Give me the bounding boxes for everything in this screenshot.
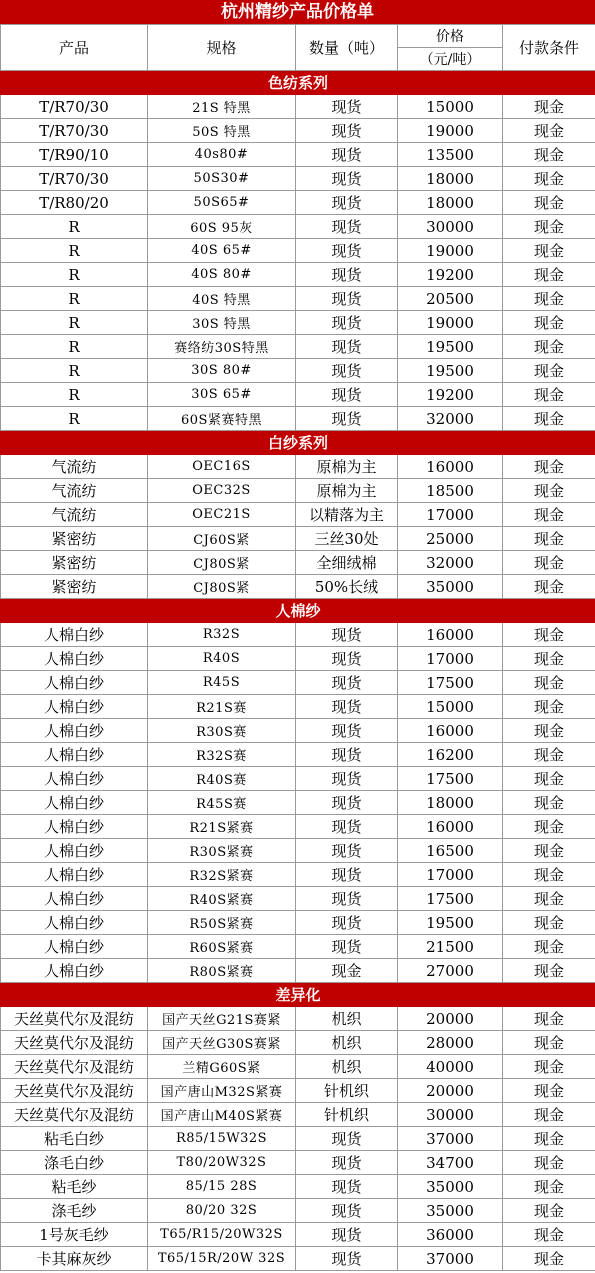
cell-payment: 现金 — [503, 959, 595, 983]
cell-spec: 50S30# — [148, 167, 296, 191]
cell-payment: 现金 — [503, 1247, 595, 1271]
cell-price: 30000 — [398, 215, 503, 239]
table-row — [1, 527, 595, 551]
table-row — [1, 1103, 595, 1127]
section-title: 色纺系列 — [1, 71, 595, 95]
cell-qty: 现货 — [296, 1151, 398, 1175]
cell-product: 紧密纺 — [1, 527, 148, 551]
cell-payment: 现金 — [503, 239, 595, 263]
cell-product: 涤毛白纱 — [1, 1151, 148, 1175]
cell-qty: 现货 — [296, 719, 398, 743]
cell-spec: 80/20 32S — [148, 1199, 296, 1223]
cell-product: R — [1, 407, 148, 431]
cell-product: 人棉白纱 — [1, 719, 148, 743]
table-row — [1, 671, 595, 695]
cell-product: 人棉白纱 — [1, 887, 148, 911]
cell-payment: 现金 — [503, 527, 595, 551]
cell-product: R — [1, 263, 148, 287]
cell-spec: 兰精G60S紧 — [148, 1055, 296, 1079]
cell-product: 天丝莫代尔及混纺 — [1, 1103, 148, 1127]
cell-qty: 现货 — [296, 1175, 398, 1199]
table-row — [1, 839, 595, 863]
table-row — [1, 287, 595, 311]
cell-spec: T80/20W32S — [148, 1151, 296, 1175]
cell-price: 16000 — [398, 719, 503, 743]
cell-product: 气流纺 — [1, 479, 148, 503]
cell-spec: R45S赛 — [148, 791, 296, 815]
cell-spec: 30S 特黑 — [148, 311, 296, 335]
table-row — [1, 407, 595, 431]
cell-product: 气流纺 — [1, 503, 148, 527]
cell-product: 紧密纺 — [1, 575, 148, 599]
cell-product: 涤毛纱 — [1, 1199, 148, 1223]
table-row — [1, 1223, 595, 1247]
cell-spec: R21S赛 — [148, 695, 296, 719]
cell-payment: 现金 — [503, 215, 595, 239]
cell-payment: 现金 — [503, 1223, 595, 1247]
cell-spec: OEC16S — [148, 455, 296, 479]
cell-payment: 现金 — [503, 1199, 595, 1223]
cell-payment: 现金 — [503, 1127, 595, 1151]
cell-spec: 国产天丝G30S赛紧 — [148, 1031, 296, 1055]
cell-price: 32000 — [398, 551, 503, 575]
table-row — [1, 143, 595, 167]
table-row — [1, 239, 595, 263]
cell-qty: 现货 — [296, 1247, 398, 1271]
cell-spec: R80S紧赛 — [148, 959, 296, 983]
cell-product: 人棉白纱 — [1, 695, 148, 719]
cell-price: 15000 — [398, 95, 503, 119]
cell-price: 19200 — [398, 263, 503, 287]
cell-qty: 机织 — [296, 1007, 398, 1031]
cell-qty: 现货 — [296, 911, 398, 935]
cell-price: 17000 — [398, 503, 503, 527]
cell-price: 16000 — [398, 815, 503, 839]
table-row — [1, 359, 595, 383]
header-qty: 数量（吨） — [296, 25, 398, 71]
header-product: 产品 — [1, 25, 148, 71]
cell-payment: 现金 — [503, 335, 595, 359]
cell-payment: 现金 — [503, 839, 595, 863]
cell-spec: T65/R15/20W32S — [148, 1223, 296, 1247]
cell-spec: R50S紧赛 — [148, 911, 296, 935]
cell-product: 天丝莫代尔及混纺 — [1, 1007, 148, 1031]
cell-spec: R40S赛 — [148, 767, 296, 791]
cell-price: 20000 — [398, 1007, 503, 1031]
cell-payment: 现金 — [503, 671, 595, 695]
cell-product: 人棉白纱 — [1, 671, 148, 695]
cell-spec: 30S 80# — [148, 359, 296, 383]
table-row — [1, 623, 595, 647]
cell-payment: 现金 — [503, 911, 595, 935]
table-row — [1, 719, 595, 743]
cell-product: 天丝莫代尔及混纺 — [1, 1055, 148, 1079]
cell-price: 18500 — [398, 479, 503, 503]
table-row — [1, 1055, 595, 1079]
table-row — [1, 695, 595, 719]
cell-qty: 现货 — [296, 623, 398, 647]
header-payment: 付款条件 — [503, 25, 595, 71]
cell-spec: OEC21S — [148, 503, 296, 527]
table-row — [1, 791, 595, 815]
price-table — [0, 24, 595, 1271]
cell-qty: 现货 — [296, 1223, 398, 1247]
cell-spec: R32S紧赛 — [148, 863, 296, 887]
cell-payment: 现金 — [503, 407, 595, 431]
cell-qty: 50%长绒 — [296, 575, 398, 599]
cell-spec: 50S 特黑 — [148, 119, 296, 143]
cell-spec: CJ80S紧 — [148, 575, 296, 599]
cell-payment: 现金 — [503, 1007, 595, 1031]
table-row — [1, 1079, 595, 1103]
cell-qty: 现货 — [296, 167, 398, 191]
cell-spec: 40s80# — [148, 143, 296, 167]
cell-payment: 现金 — [503, 287, 595, 311]
cell-product: R — [1, 359, 148, 383]
cell-qty: 现货 — [296, 311, 398, 335]
table-row — [1, 119, 595, 143]
table-row — [1, 455, 595, 479]
cell-spec: R85/15W32S — [148, 1127, 296, 1151]
cell-product: 人棉白纱 — [1, 743, 148, 767]
cell-qty: 现货 — [296, 767, 398, 791]
table-row — [1, 335, 595, 359]
cell-price: 17500 — [398, 671, 503, 695]
cell-price: 17000 — [398, 647, 503, 671]
cell-spec: 40S 80# — [148, 263, 296, 287]
sheet-title: 杭州精纱产品价格单 — [0, 0, 595, 24]
cell-spec: 40S 65# — [148, 239, 296, 263]
cell-qty: 现货 — [296, 1199, 398, 1223]
cell-product: R — [1, 287, 148, 311]
cell-product: 人棉白纱 — [1, 839, 148, 863]
cell-qty: 全细绒棉 — [296, 551, 398, 575]
cell-spec: 60S紧赛特黑 — [148, 407, 296, 431]
cell-qty: 现货 — [296, 935, 398, 959]
cell-payment: 现金 — [503, 863, 595, 887]
cell-spec: R21S紧赛 — [148, 815, 296, 839]
cell-qty: 现货 — [296, 191, 398, 215]
cell-spec: 50S65# — [148, 191, 296, 215]
cell-price: 17500 — [398, 887, 503, 911]
cell-payment: 现金 — [503, 647, 595, 671]
cell-qty: 以精落为主 — [296, 503, 398, 527]
cell-qty: 现货 — [296, 791, 398, 815]
section-title: 白纱系列 — [1, 431, 595, 455]
cell-qty: 现货 — [296, 743, 398, 767]
cell-price: 17500 — [398, 767, 503, 791]
cell-product: 天丝莫代尔及混纺 — [1, 1079, 148, 1103]
table-row — [1, 1175, 595, 1199]
cell-product: 人棉白纱 — [1, 791, 148, 815]
cell-qty: 现货 — [296, 359, 398, 383]
cell-price: 19500 — [398, 335, 503, 359]
cell-qty: 现货 — [296, 887, 398, 911]
cell-product: 气流纺 — [1, 455, 148, 479]
cell-qty: 现货 — [296, 671, 398, 695]
table-row — [1, 167, 595, 191]
table-row — [1, 191, 595, 215]
cell-product: 人棉白纱 — [1, 767, 148, 791]
cell-spec: 60S 95灰 — [148, 215, 296, 239]
cell-qty: 原棉为主 — [296, 455, 398, 479]
cell-product: R — [1, 239, 148, 263]
cell-spec: 85/15 28S — [148, 1175, 296, 1199]
cell-product: 粘毛白纱 — [1, 1127, 148, 1151]
cell-price: 16200 — [398, 743, 503, 767]
header-price-unit: （元/吨） — [398, 48, 503, 71]
cell-product: 天丝莫代尔及混纺 — [1, 1031, 148, 1055]
cell-price: 36000 — [398, 1223, 503, 1247]
cell-spec: CJ80S紧 — [148, 551, 296, 575]
cell-price: 34700 — [398, 1151, 503, 1175]
cell-qty: 现货 — [296, 695, 398, 719]
cell-product: 人棉白纱 — [1, 959, 148, 983]
cell-price: 37000 — [398, 1247, 503, 1271]
section-row — [1, 599, 595, 623]
cell-price: 17000 — [398, 863, 503, 887]
cell-spec: 40S 特黑 — [148, 287, 296, 311]
cell-spec: 国产天丝G21S赛紧 — [148, 1007, 296, 1031]
table-row — [1, 1151, 595, 1175]
cell-spec: 30S 65# — [148, 383, 296, 407]
table-row — [1, 911, 595, 935]
cell-product: 紧密纺 — [1, 551, 148, 575]
cell-spec: CJ60S紧 — [148, 527, 296, 551]
cell-payment: 现金 — [503, 383, 595, 407]
cell-qty: 现货 — [296, 839, 398, 863]
cell-payment: 现金 — [503, 623, 595, 647]
cell-qty: 针机织 — [296, 1079, 398, 1103]
cell-qty: 现货 — [296, 647, 398, 671]
cell-payment: 现金 — [503, 695, 595, 719]
cell-price: 18000 — [398, 191, 503, 215]
cell-product: 人棉白纱 — [1, 623, 148, 647]
cell-qty: 现货 — [296, 95, 398, 119]
section-row — [1, 431, 595, 455]
cell-payment: 现金 — [503, 95, 595, 119]
cell-payment: 现金 — [503, 743, 595, 767]
cell-spec: R32S — [148, 623, 296, 647]
cell-spec: R40S紧赛 — [148, 887, 296, 911]
cell-payment: 现金 — [503, 935, 595, 959]
cell-qty: 机织 — [296, 1031, 398, 1055]
cell-spec: OEC32S — [148, 479, 296, 503]
cell-price: 37000 — [398, 1127, 503, 1151]
table-row — [1, 647, 595, 671]
cell-price: 13500 — [398, 143, 503, 167]
cell-payment: 现金 — [503, 887, 595, 911]
cell-payment: 现金 — [503, 551, 595, 575]
cell-qty: 现货 — [296, 119, 398, 143]
cell-qty: 针机织 — [296, 1103, 398, 1127]
cell-product: 1号灰毛纱 — [1, 1223, 148, 1247]
cell-product: R — [1, 383, 148, 407]
cell-product: 人棉白纱 — [1, 647, 148, 671]
cell-product: 粘毛纱 — [1, 1175, 148, 1199]
section-title: 差异化 — [1, 983, 595, 1007]
cell-price: 40000 — [398, 1055, 503, 1079]
cell-price: 15000 — [398, 695, 503, 719]
table-row — [1, 959, 595, 983]
table-row — [1, 263, 595, 287]
cell-payment: 现金 — [503, 1175, 595, 1199]
cell-payment: 现金 — [503, 143, 595, 167]
cell-qty: 原棉为主 — [296, 479, 398, 503]
cell-price: 32000 — [398, 407, 503, 431]
cell-qty: 现货 — [296, 1127, 398, 1151]
cell-qty: 三丝30处 — [296, 527, 398, 551]
cell-payment: 现金 — [503, 791, 595, 815]
cell-spec: 国产唐山M32S紧赛 — [148, 1079, 296, 1103]
cell-payment: 现金 — [503, 1055, 595, 1079]
cell-product: 人棉白纱 — [1, 863, 148, 887]
cell-price: 19500 — [398, 911, 503, 935]
table-row — [1, 1031, 595, 1055]
table-row — [1, 575, 595, 599]
table-row — [1, 743, 595, 767]
cell-price: 16500 — [398, 839, 503, 863]
cell-price: 35000 — [398, 1175, 503, 1199]
cell-product: T/R70/30 — [1, 167, 148, 191]
section-title: 人棉纱 — [1, 599, 595, 623]
table-row — [1, 503, 595, 527]
cell-product: R — [1, 311, 148, 335]
cell-payment: 现金 — [503, 167, 595, 191]
cell-price: 19000 — [398, 119, 503, 143]
cell-qty: 现货 — [296, 287, 398, 311]
cell-payment: 现金 — [503, 767, 595, 791]
cell-payment: 现金 — [503, 359, 595, 383]
cell-product: R — [1, 215, 148, 239]
section-row — [1, 71, 595, 95]
cell-qty: 现货 — [296, 407, 398, 431]
cell-spec: R40S — [148, 647, 296, 671]
cell-price: 21500 — [398, 935, 503, 959]
cell-payment: 现金 — [503, 191, 595, 215]
table-row — [1, 863, 595, 887]
cell-price: 19500 — [398, 359, 503, 383]
cell-payment: 现金 — [503, 719, 595, 743]
cell-spec: 赛络纺30S特黑 — [148, 335, 296, 359]
cell-product: 卡其麻灰纱 — [1, 1247, 148, 1271]
cell-product: 人棉白纱 — [1, 911, 148, 935]
cell-price: 27000 — [398, 959, 503, 983]
cell-payment: 现金 — [503, 311, 595, 335]
table-row — [1, 887, 595, 911]
cell-qty: 机织 — [296, 1055, 398, 1079]
cell-qty: 现金 — [296, 959, 398, 983]
cell-spec: R30S赛 — [148, 719, 296, 743]
cell-qty: 现货 — [296, 815, 398, 839]
cell-qty: 现货 — [296, 863, 398, 887]
cell-payment: 现金 — [503, 575, 595, 599]
cell-payment: 现金 — [503, 1103, 595, 1127]
cell-price: 20000 — [398, 1079, 503, 1103]
section-row — [1, 983, 595, 1007]
cell-price: 20500 — [398, 287, 503, 311]
table-row — [1, 215, 595, 239]
header-row — [1, 25, 595, 48]
cell-price: 19000 — [398, 311, 503, 335]
cell-spec: R45S — [148, 671, 296, 695]
cell-payment: 现金 — [503, 263, 595, 287]
cell-qty: 现货 — [296, 383, 398, 407]
table-row — [1, 551, 595, 575]
cell-payment: 现金 — [503, 455, 595, 479]
cell-spec: R60S紧赛 — [148, 935, 296, 959]
table-row — [1, 815, 595, 839]
cell-price: 30000 — [398, 1103, 503, 1127]
table-row — [1, 479, 595, 503]
cell-price: 16000 — [398, 623, 503, 647]
cell-product: T/R70/30 — [1, 95, 148, 119]
cell-price: 16000 — [398, 455, 503, 479]
cell-qty: 现货 — [296, 239, 398, 263]
cell-price: 19200 — [398, 383, 503, 407]
cell-product: 人棉白纱 — [1, 815, 148, 839]
cell-payment: 现金 — [503, 1151, 595, 1175]
cell-qty: 现货 — [296, 143, 398, 167]
cell-product: T/R80/20 — [1, 191, 148, 215]
cell-payment: 现金 — [503, 479, 595, 503]
cell-qty: 现货 — [296, 335, 398, 359]
cell-payment: 现金 — [503, 119, 595, 143]
cell-spec: R32S赛 — [148, 743, 296, 767]
table-row — [1, 1007, 595, 1031]
table-row — [1, 1199, 595, 1223]
cell-spec: 21S 特黑 — [148, 95, 296, 119]
cell-price: 25000 — [398, 527, 503, 551]
header-price: 价格 — [398, 25, 503, 48]
cell-payment: 现金 — [503, 1079, 595, 1103]
cell-price: 28000 — [398, 1031, 503, 1055]
cell-product: T/R70/30 — [1, 119, 148, 143]
cell-payment: 现金 — [503, 503, 595, 527]
header-spec: 规格 — [148, 25, 296, 71]
cell-spec: 国产唐山M40S紧赛 — [148, 1103, 296, 1127]
cell-spec: R30S紧赛 — [148, 839, 296, 863]
cell-payment: 现金 — [503, 815, 595, 839]
table-row — [1, 935, 595, 959]
cell-price: 18000 — [398, 791, 503, 815]
table-row — [1, 311, 595, 335]
table-row — [1, 767, 595, 791]
table-row — [1, 1127, 595, 1151]
table-row — [1, 95, 595, 119]
cell-qty: 现货 — [296, 215, 398, 239]
table-row — [1, 1247, 595, 1271]
cell-product: R — [1, 335, 148, 359]
cell-qty: 现货 — [296, 263, 398, 287]
cell-price: 19000 — [398, 239, 503, 263]
cell-spec: T65/15R/20W 32S — [148, 1247, 296, 1271]
cell-payment: 现金 — [503, 1031, 595, 1055]
cell-product: T/R90/10 — [1, 143, 148, 167]
table-row — [1, 383, 595, 407]
cell-product: 人棉白纱 — [1, 935, 148, 959]
cell-price: 35000 — [398, 1199, 503, 1223]
cell-price: 18000 — [398, 167, 503, 191]
cell-price: 35000 — [398, 575, 503, 599]
